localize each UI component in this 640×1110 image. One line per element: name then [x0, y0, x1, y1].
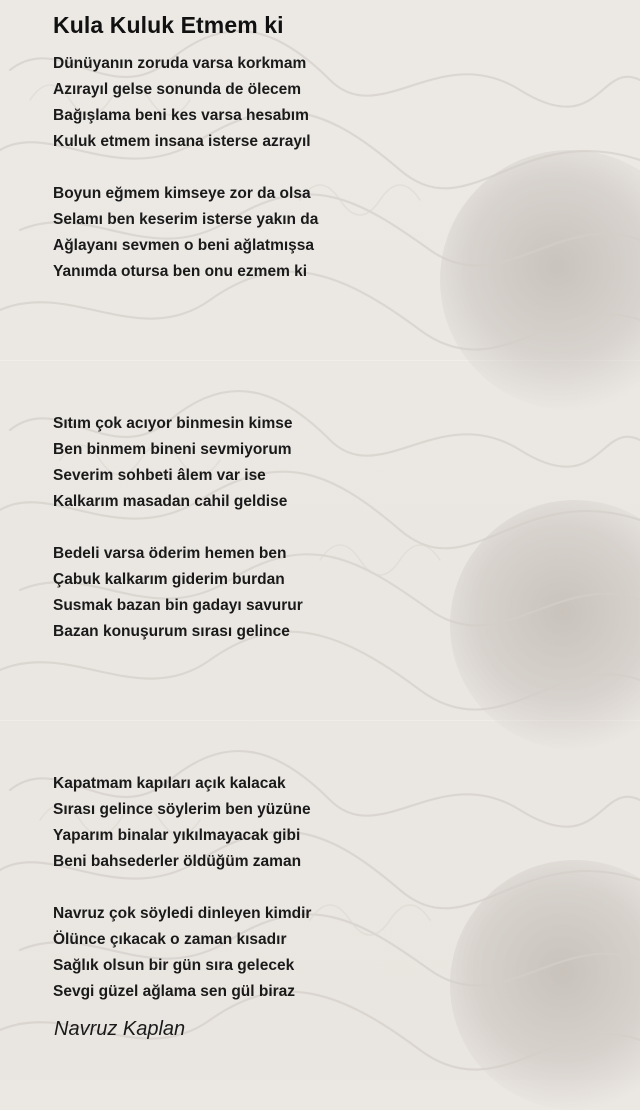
poem-line: Ölünce çıkacak o zaman kısadır: [53, 931, 287, 948]
poem-line: Ben binmem bineni sevmiyorum: [53, 441, 292, 458]
poem-line: Sıtım çok acıyor binmesin kimse: [53, 415, 293, 432]
poem-author: Navruz Kaplan: [54, 1018, 186, 1040]
poem-line: Beni bahsederler öldüğüm zaman: [53, 853, 302, 870]
poem-line: Azırayıl gelse sonunda de ölecem: [53, 81, 302, 98]
poem-line: Kapatmam kapıları açık kalacak: [53, 775, 286, 792]
poem-title: Kula Kuluk Etmem ki: [53, 12, 284, 38]
stanza-3: [53, 411, 293, 515]
poem-line: Boyun eğmem kimseye zor da olsa: [53, 185, 311, 202]
poem-line: Kalkarım masadan cahil geldise: [53, 493, 288, 510]
poem-line: Bağışlama beni kes varsa hesabım: [53, 107, 309, 124]
poem-line: Yaparım binalar yıkılmayacak gibi: [53, 827, 301, 844]
poem-line: Severim sohbeti âlem var ise: [53, 467, 266, 484]
poem-line: Çabuk kalkarım giderim burdan: [53, 571, 285, 588]
poem-line: Susmak bazan bin gadayı savurur: [53, 597, 303, 614]
stanza-2: [53, 181, 318, 285]
stanza-4: [53, 541, 303, 645]
poem-line: Kuluk etmem insana isterse azrayıl: [53, 133, 311, 150]
poem-line: Dünüyanın zoruda varsa korkmam: [53, 55, 307, 72]
poem-line: Ağlayanı sevmen o beni ağlatmışsa: [53, 237, 315, 254]
poem-line: Bazan konuşurum sırası gelince: [53, 623, 290, 640]
poem-line: Yanımda otursa ben onu ezmem ki: [53, 263, 308, 280]
stanza-5: [53, 771, 311, 875]
stanza-6: [53, 901, 311, 1005]
poem-line: Sevgi güzel ağlama sen gül biraz: [53, 983, 296, 1000]
poem-line: Navruz çok söyledi dinleyen kimdir: [53, 905, 312, 922]
poem-line: Sağlık olsun bir gün sıra gelecek: [53, 957, 295, 974]
stanza-1: [53, 51, 311, 155]
poem-line: Sırası gelince söylerim ben yüzüne: [53, 801, 311, 818]
poem-line: Selamı ben keserim isterse yakın da: [53, 211, 319, 228]
poem-line: Bedeli varsa öderim hemen ben: [53, 545, 287, 562]
